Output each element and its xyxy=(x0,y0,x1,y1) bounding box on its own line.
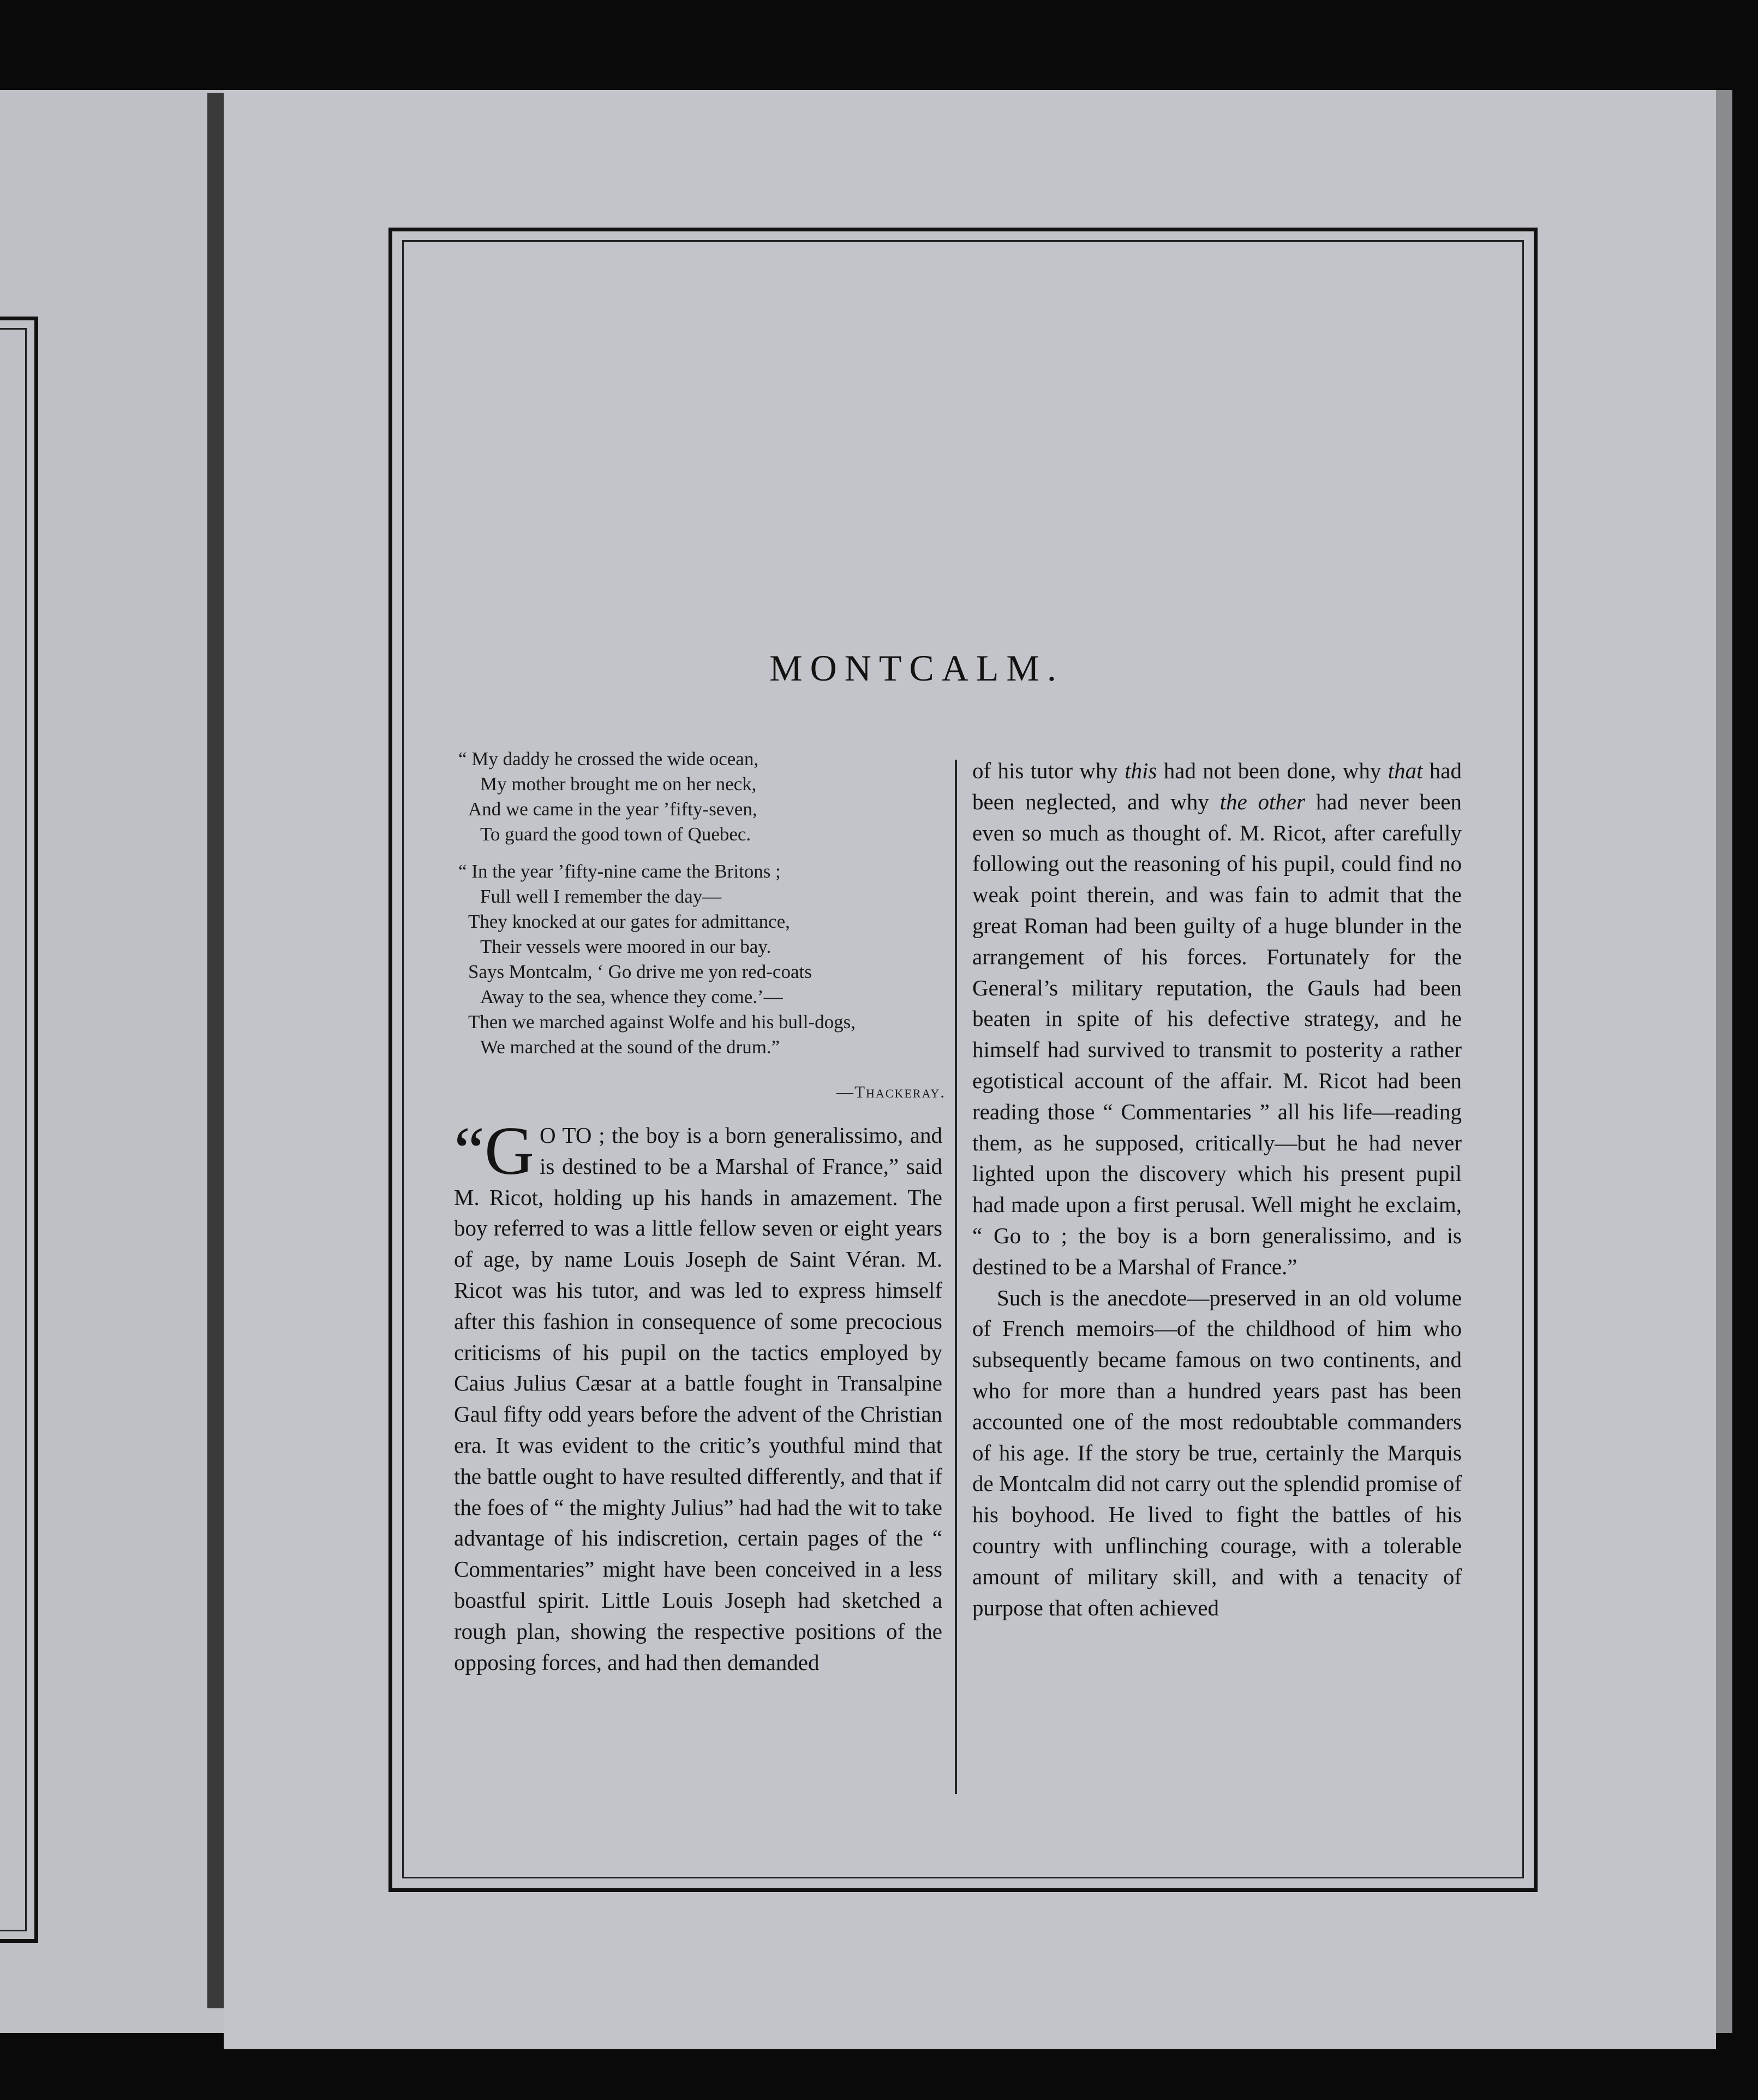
verse-line: “ In the year ’fifty-nine came the Britons ; xyxy=(458,861,781,882)
left-page-edge xyxy=(0,90,224,2033)
verse-stanza-2 xyxy=(458,859,949,1060)
verse-line: My mother brought me on her neck, xyxy=(480,773,757,795)
drop-cap: “G xyxy=(454,1113,534,1189)
page-title: MONTCALM. xyxy=(769,647,1064,689)
verse-line: Full well I remember the day— xyxy=(480,886,722,907)
verse-attribution: —Thackeray. xyxy=(836,1082,946,1101)
paragraph-text: O TO ; the boy is a born generalissimo, and is destined to be a Marshal of France,” said M. Ricot, holding up his hands in amazement. The boy referred to was a little fellow seven or eight years of age, by name Louis Joseph de Saint Véran. M. Ricot was his tutor, and was led to express himself after this fashion in consequence of some precocious criticisms of his pupil on the tactics employed by Caius Julius Cæsar at a battle fought in Transalpine Gaul fifty odd years before the advent of the Christian era. It was evident to the critic’s youthful mind that the battle ought to have resulted differently, and that if the foes of “ the mighty Julius” had had the wit to take advantage of his indiscretion, certain pages of the “ Commentaries” might have been conceived in a less boastful spirit. Little Louis Joseph had sketched a rough plan, showing the respective positions of the opposing forces, and had then demanded xyxy=(454,1123,942,1675)
body-column-right xyxy=(972,755,1462,1623)
body-paragraph: of his tutor why this had not been done, why that had been neglected, and why the other had never been even so much as thought of. M. Ricot, after carefully following out the reasoning of his pupil, could find no weak point therein, and was fain to admit that the great Roman had been guilty of a huge blunder in the arrangement of his forces. Fortunately for the General’s military reputation, the Gauls had been beaten in spite of his defective strategy, and he himself had survived to transmit to posterity a rather egotistical account of the affair. M. Ricot had been reading those “ Commentaries ” all his life—reading them, as he supposed, critically—but he had never lighted upon the discovery which his present pupil had made upon a first perusal. Well might he exclaim, “ Go to ; the boy is a born generalissimo, and is destined to be a Marshal of France.” xyxy=(972,758,1462,1279)
verse-line: They knocked at our gates for admittance, xyxy=(468,911,790,932)
italic-word: this xyxy=(1125,758,1157,783)
italic-word: that xyxy=(1388,758,1423,783)
verse-line: To guard the good town of Quebec. xyxy=(480,824,751,845)
book-gutter xyxy=(207,93,226,2008)
italic-word: the other xyxy=(1219,789,1306,814)
verse-line: Away to the sea, whence they come.’— xyxy=(480,986,783,1007)
verse-stanza-1 xyxy=(458,747,949,847)
page-edge xyxy=(1716,90,1732,2033)
body-paragraph xyxy=(454,1113,942,1678)
epigraph-verse xyxy=(458,747,949,1072)
verse-line: “ My daddy he crossed the wide ocean, xyxy=(458,748,759,769)
verse-line: And we came in the year ’fifty-seven, xyxy=(468,798,757,820)
verse-line: Then we marched against Wolfe and his bull-dogs, xyxy=(468,1011,856,1033)
left-page-border xyxy=(0,317,38,1943)
verse-line: Says Montcalm, ‘ Go drive me yon red-coats xyxy=(468,961,812,982)
body-paragraph: Such is the anecdote—preserved in an old volume of French memoirs—of the childhood of him who subsequently became famous on two continents, and who for more than a hundred years past has been accounted one of the most redoubtable commanders of his age. If the story be true, certainly the Marquis de Montcalm did not carry out the splendid promise of his boyhood. He lived to fight the battles of his country with unflinching courage, with a tolerable amount of military skill, and with a tenacity of purpose that often achieved xyxy=(972,1285,1462,1620)
column-divider xyxy=(955,760,957,1794)
body-column-left xyxy=(454,1113,942,1678)
verse-line: Their vessels were moored in our bay. xyxy=(480,936,772,957)
verse-line: We marched at the sound of the drum.” xyxy=(480,1036,780,1058)
